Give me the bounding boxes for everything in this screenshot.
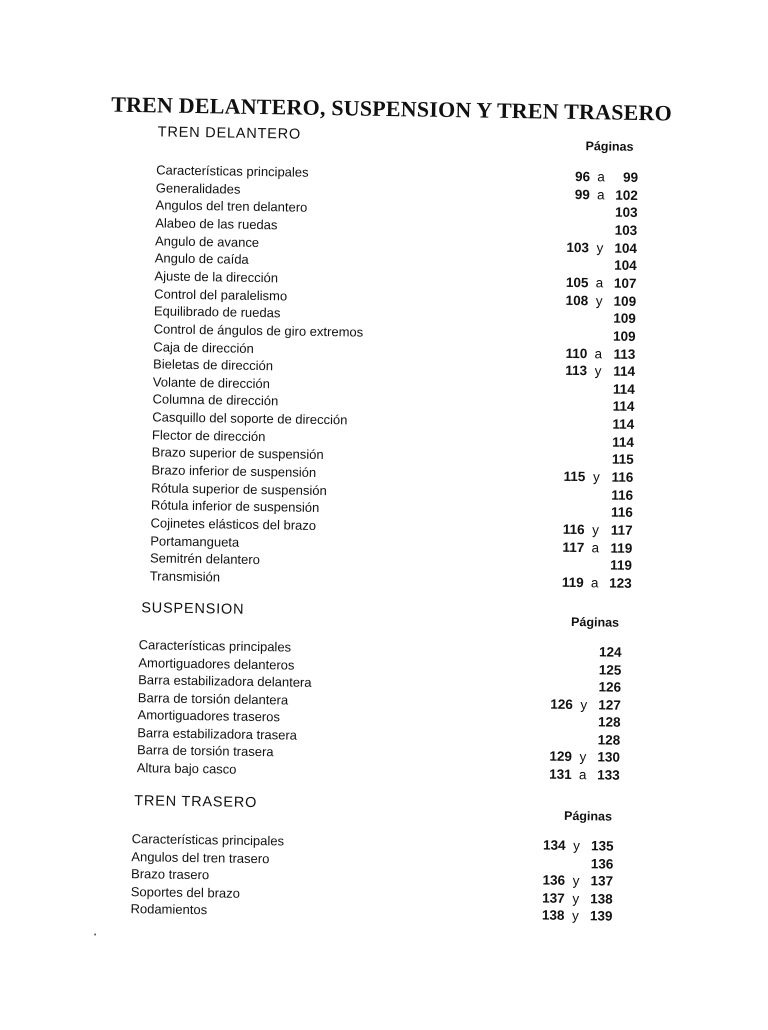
page-title: TREN DELANTERO, SUSPENSION Y TREN TRASERO <box>110 91 673 126</box>
index-entry-pages <box>523 468 633 487</box>
page-connector: y <box>572 873 580 889</box>
index-entry-pages <box>503 837 613 856</box>
index-entry-label: Brazo superior de suspensión <box>151 444 324 463</box>
index-entry-pages <box>510 766 620 785</box>
index-entry-label: Brazo inferior de suspensión <box>151 462 317 480</box>
index-entry-label: Rótula superior de suspensión <box>151 480 327 498</box>
page-connector: a <box>597 169 605 185</box>
index-entry-pages <box>510 748 620 767</box>
page-connector: a <box>591 539 600 556</box>
page-start: 136 <box>542 872 566 889</box>
index-entry-label: Barra de torsión delantera <box>137 689 289 708</box>
page-connector: y <box>571 908 579 924</box>
index-entry-label: Columna de dirección <box>152 391 279 409</box>
page-end: 119 <box>610 557 633 574</box>
page-start: 137 <box>542 890 565 906</box>
index-entry-label: Caja de dirección <box>153 338 254 356</box>
index-entry-label: Casquillo del soporte de dirección <box>152 409 348 428</box>
page-end: 136 <box>590 855 614 872</box>
page-connector: y <box>572 890 580 906</box>
index-entry-pages <box>526 292 636 311</box>
index-entry-label: Alabeo de las ruedas <box>155 215 278 233</box>
index-entry-pages <box>527 256 637 275</box>
page-end: 102 <box>615 187 638 203</box>
index-entry-pages <box>526 309 636 328</box>
page-end: 128 <box>597 731 621 748</box>
index-entry-label: Soportes del brazo <box>130 883 241 901</box>
page-start: 96 <box>574 168 591 185</box>
index-entry-pages <box>511 661 621 680</box>
index-entry-label: Angulo de avance <box>154 232 260 250</box>
index-entry-pages <box>525 380 635 399</box>
page-end: 115 <box>611 451 634 468</box>
page-start: 131 <box>549 766 572 782</box>
stray-mark <box>94 934 96 936</box>
page-end: 109 <box>612 328 636 344</box>
index-entry-pages <box>525 345 635 364</box>
index-entry-pages <box>525 327 635 346</box>
index-entry-label: Altura bajo casco <box>136 759 237 777</box>
page-end: 133 <box>597 766 620 783</box>
index-entry-label: Amortiguadores delanteros <box>138 654 295 673</box>
index-entry-pages <box>526 274 636 293</box>
page-end: 117 <box>610 522 633 538</box>
page-connector: y <box>573 838 581 854</box>
page-connector: a <box>594 345 603 361</box>
page-connector: y <box>594 363 602 379</box>
index-entry-pages <box>527 221 637 240</box>
index-entry-label: Barra estabilizadora trasera <box>137 724 298 743</box>
page-end: 109 <box>613 310 636 327</box>
page-end: 116 <box>610 504 633 521</box>
page-end: 104 <box>614 240 638 256</box>
page-start: 110 <box>565 345 588 361</box>
index-entry-pages <box>522 574 632 593</box>
page-end: 116 <box>611 487 634 503</box>
page-end: 113 <box>613 346 636 362</box>
page-start: 134 <box>542 837 566 853</box>
index-entry-pages <box>510 713 620 732</box>
page-start: 129 <box>549 748 573 764</box>
page-end: 114 <box>612 416 635 433</box>
page-connector: y <box>579 749 587 765</box>
index-entry-pages <box>524 433 634 452</box>
page-connector: y <box>592 469 600 485</box>
page-end: 103 <box>614 204 638 221</box>
page-end: 109 <box>613 293 637 309</box>
page-start: 116 <box>562 521 585 538</box>
pages-column-heading: Páginas <box>585 139 634 154</box>
index-entry-label: Bieletas de dirección <box>152 356 274 374</box>
page-end: 137 <box>590 873 614 889</box>
page-start: 115 <box>563 468 586 485</box>
page-end: 130 <box>597 749 621 765</box>
index-entry-label: Características principales <box>138 637 292 655</box>
page-connector: y <box>596 239 604 256</box>
page-end: 99 <box>622 169 639 185</box>
page-start: 108 <box>565 292 589 308</box>
index-entry-label: Amortiguadores traseros <box>137 707 281 725</box>
index-entry-pages <box>523 486 633 505</box>
index-entry-label: Barra de torsión trasera <box>136 742 274 760</box>
index-entry-pages <box>527 239 637 258</box>
page-connector: a <box>590 575 599 591</box>
index-entry-pages <box>528 168 638 187</box>
section-heading: SUSPENSION <box>141 600 245 618</box>
index-entry-pages <box>503 872 613 891</box>
page-end: 103 <box>614 222 638 238</box>
page-end: 135 <box>590 838 614 854</box>
page-start: 126 <box>550 696 573 712</box>
index-entry-pages <box>528 186 638 205</box>
page-end: 124 <box>598 644 622 660</box>
page-connector: a <box>578 766 587 782</box>
index-entry-pages <box>512 643 622 662</box>
section-heading: TREN DELANTERO <box>157 124 302 143</box>
page-end: 116 <box>611 469 634 485</box>
pages-column-heading: Páginas <box>563 808 613 824</box>
page-connector: y <box>592 522 600 538</box>
page-start: 138 <box>541 907 565 924</box>
index-entry-pages <box>524 398 634 417</box>
section-heading: TREN TRASERO <box>134 793 258 812</box>
index-entry-label: Flector de dirección <box>151 427 266 444</box>
index-entry-pages <box>525 362 635 381</box>
page-start: 117 <box>562 539 585 555</box>
index-entry-pages <box>511 696 621 715</box>
index-entry-label: Angulos del tren trasero <box>131 848 270 866</box>
index-entry-pages <box>510 731 620 750</box>
index-entry-pages <box>503 890 613 909</box>
index-entry-label: Rótula inferior de suspensión <box>150 497 320 516</box>
page-end: 114 <box>612 399 635 415</box>
index-entry-label: Cojinetes elásticos del brazo <box>150 515 317 533</box>
index-entry-label: Control del paralelismo <box>154 285 288 303</box>
index-entry-label: Angulo de caída <box>154 250 249 268</box>
index-entry-label: Generalidades <box>155 180 241 197</box>
page-start: 119 <box>561 574 584 591</box>
page-end: 119 <box>610 540 633 556</box>
index-entry-label: Brazo trasero <box>130 866 210 883</box>
index-entry-pages <box>523 504 633 523</box>
index-entry-pages <box>522 539 632 558</box>
index-entry-label: Control de ángulos de giro extremos <box>153 321 364 340</box>
index-entry-label: Ajuste de la dirección <box>154 268 279 286</box>
page-end: 104 <box>614 257 637 274</box>
index-entry-label: Transmisión <box>149 568 221 585</box>
page-end: 125 <box>598 661 622 678</box>
index-entry-label: Angulos del tren delantero <box>155 197 308 216</box>
page-connector: y <box>580 696 588 712</box>
index-entry-label: Características principales <box>156 162 309 180</box>
page-end: 114 <box>612 381 635 397</box>
index-entry-label: Barra estabilizadora delantera <box>138 672 312 690</box>
page-connector: a <box>596 186 605 203</box>
page-start: 103 <box>566 239 590 255</box>
index-entry-label: Rodamientos <box>130 901 208 918</box>
page-end: 138 <box>590 891 613 907</box>
page-start: 99 <box>574 186 590 202</box>
page-start: 113 <box>565 362 588 379</box>
page-end: 123 <box>609 575 632 591</box>
page-end: 128 <box>597 714 621 730</box>
index-entry-pages <box>522 556 632 575</box>
index-entry-pages <box>524 415 634 434</box>
page-end: 114 <box>612 434 635 450</box>
index-entry-pages <box>503 855 613 874</box>
pages-column-heading: Páginas <box>570 614 620 630</box>
page-end: 139 <box>589 908 613 925</box>
index-entry-pages <box>527 204 637 223</box>
index-entry-label: Características principales <box>131 831 285 849</box>
page-end: 127 <box>598 696 621 713</box>
page-connector: a <box>595 275 604 291</box>
index-entry-pages <box>502 907 612 926</box>
index-entry-label: Volante de dirección <box>152 374 271 391</box>
page-end: 114 <box>613 363 636 380</box>
page-end: 107 <box>613 275 637 291</box>
index-entry-pages <box>511 678 621 697</box>
index-entry-label: Semitrén delantero <box>149 550 261 568</box>
page-connector: y <box>595 292 603 308</box>
index-entry-pages <box>522 521 632 540</box>
page-start: 105 <box>565 274 589 291</box>
index-entry-label: Portamangueta <box>150 532 240 550</box>
page-end: 126 <box>598 679 622 695</box>
index-entry-pages <box>524 451 634 470</box>
index-entry-label: Equilibrado de ruedas <box>153 303 281 321</box>
